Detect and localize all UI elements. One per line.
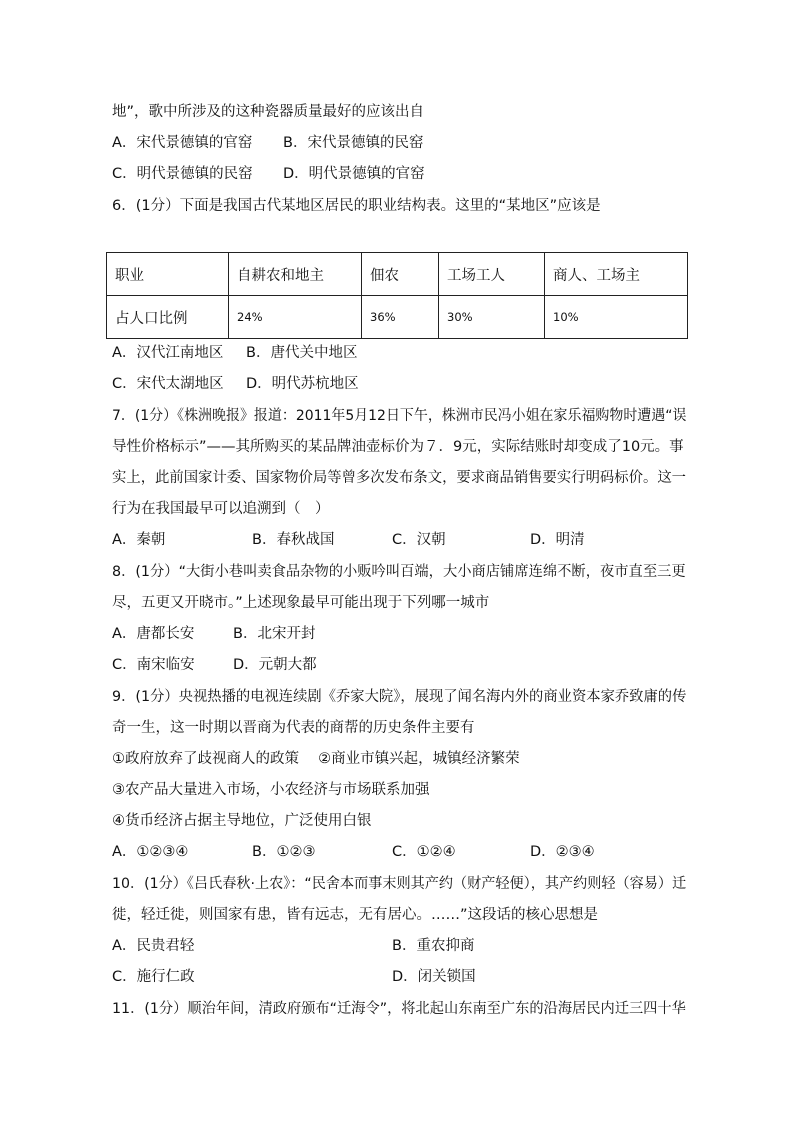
q5-stem-continuation: 地”，歌中所涉及的这种瓷器质量最好的应该出自 <box>112 104 425 120</box>
occupation-table <box>106 252 688 339</box>
q10-stem-line: 徙，轻迁徙，则国家有患，皆有远志，无有居心。……”这段话的核心思想是 <box>112 907 599 923</box>
q7-stem-line: 行为在我国最早可以追溯到（ ） <box>112 501 330 517</box>
q6-option-c: C．宋代太湖地区 <box>112 376 224 392</box>
q6-option-d: D．明代苏杭地区 <box>246 376 359 392</box>
table-cell: 占人口比例 <box>107 296 229 339</box>
q9-option-c: C．①②④ <box>392 844 456 860</box>
q8-option-d: D．元朝大都 <box>233 657 317 673</box>
q5-option-b: B．宋代景德镇的民窑 <box>283 135 424 151</box>
q5-option-c: C．明代景德镇的民窑 <box>112 166 253 182</box>
q10-option-b: B．重农抑商 <box>392 938 475 954</box>
table-cell: 自耕农和地主 <box>229 253 362 296</box>
q10-option-d: D．闭关锁国 <box>392 969 476 985</box>
q9-stem-line: 奇一生，这一时期以晋商为代表的商帮的历史条件主要有 <box>112 720 475 736</box>
q6-option-b: B．唐代关中地区 <box>246 345 358 361</box>
table-cell: 佃农 <box>362 253 439 296</box>
table-cell: 工场工人 <box>439 253 545 296</box>
q7-stem-line: 7．(1分）《株洲晚报》报道：2011年5月12日下午，株洲市民冯小姐在家乐福购物时遭遇“误 <box>112 408 687 424</box>
q8-stem-line: 8．(1分）“大街小巷叫卖食品杂物的小贩吟叫百端，大小商店铺席连绵不断，夜市直至三更 <box>112 564 686 580</box>
table-cell: 职业 <box>107 253 229 296</box>
table-row <box>107 296 688 339</box>
q5-option-a: A．宋代景德镇的官窑 <box>112 135 253 151</box>
q8-option-c: C．南宋临安 <box>112 657 195 673</box>
q7-option-d: D．明清 <box>530 532 585 548</box>
q9-statement: ③农产品大量进入市场，小农经济与市场联系加强 <box>112 782 430 798</box>
q5-option-d: D．明代景德镇的官窑 <box>283 166 425 182</box>
q9-statement: ④货币经济占据主导地位，广泛使用白银 <box>112 813 372 829</box>
q11-stem-line: 11．(1分）顺治年间，清政府颁布“迁海令”，将北起山东南至广东的沿海居民内迁三四十华 <box>112 1001 686 1017</box>
q8-option-a: A．唐都长安 <box>112 626 195 642</box>
q7-stem-line: 导性价格标示”——其所购买的某品牌油壶标价为７．9元，实际结账时却变成了10元。事 <box>112 439 684 455</box>
table-cell: 10% <box>545 296 688 339</box>
table-cell: 商人、工场主 <box>545 253 688 296</box>
q7-option-a: A．秦朝 <box>112 532 166 548</box>
q7-stem-line: 实上，此前国家计委、国家物价局等曾多次发布条文，要求商品销售要实行明码标价。这一 <box>112 470 687 486</box>
table-cell: 30% <box>439 296 545 339</box>
table-cell: 24% <box>229 296 362 339</box>
q6-option-a: A．汉代江南地区 <box>112 345 224 361</box>
q8-stem-line: 尽，五更又开晓市。”上述现象最早可能出现于下列哪一城市 <box>112 595 490 611</box>
q9-option-d: D．②③④ <box>530 844 595 860</box>
q7-option-c: C．汉朝 <box>392 532 446 548</box>
table-header-row <box>107 253 688 296</box>
q6-stem: 6．(1分）下面是我国古代某地区居民的职业结构表。这里的“某地区”应该是 <box>112 198 601 214</box>
q10-option-a: A．民贵君轻 <box>112 938 195 954</box>
table-cell: 36% <box>362 296 439 339</box>
q7-option-b: B．春秋战国 <box>252 532 335 548</box>
q9-option-a: A．①②③④ <box>112 844 189 860</box>
q10-stem-line: 10．(1分）《吕氏春秋·上农》：“民舍本而事末则其产约（财产轻便），其产约则轻（容易）迁 <box>112 876 687 892</box>
q9-statement: ①政府放弃了歧视商人的政策 ②商业市镇兴起，城镇经济繁荣 <box>112 751 520 767</box>
q9-stem-line: 9．(1分）央视热播的电视连续剧《乔家大院》，展现了闻名海内外的商业资本家乔致庸的传 <box>112 689 687 705</box>
q9-option-b: B．①②③ <box>252 844 316 860</box>
q8-option-b: B．北宋开封 <box>233 626 316 642</box>
q10-option-c: C．施行仁政 <box>112 969 195 985</box>
